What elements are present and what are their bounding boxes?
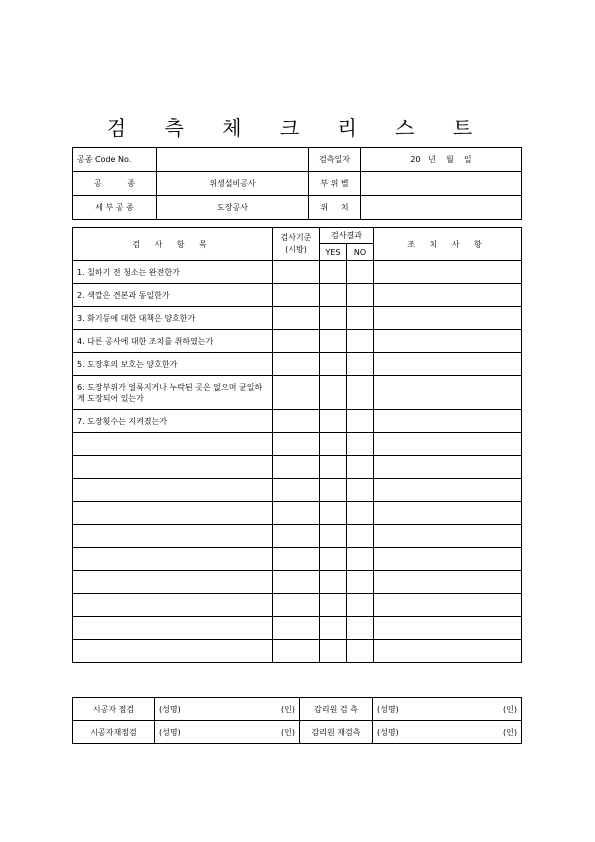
yes-cell[interactable] bbox=[320, 433, 347, 456]
yes-cell[interactable] bbox=[320, 376, 347, 410]
seal-label: (인) bbox=[281, 704, 295, 714]
table-row bbox=[73, 525, 522, 548]
col-yes-header: YES bbox=[320, 244, 347, 261]
signature-row-1 bbox=[73, 698, 522, 721]
action-cell[interactable] bbox=[374, 525, 522, 548]
action-cell[interactable] bbox=[374, 261, 522, 284]
no-cell[interactable] bbox=[347, 640, 374, 663]
type-label: 공 종 bbox=[73, 172, 157, 196]
standard-cell[interactable] bbox=[273, 307, 320, 330]
inspection-item-label: 7. 도장횟수는 지켜졌는가 bbox=[73, 410, 273, 433]
part-label: 부 위 별 bbox=[309, 172, 361, 196]
standard-cell[interactable] bbox=[273, 456, 320, 479]
inspection-item-label: 3. 화기등에 대한 대책은 양호한가 bbox=[73, 307, 273, 330]
table-head-row bbox=[73, 228, 522, 244]
seal-label: (인) bbox=[281, 727, 295, 737]
table-row bbox=[73, 433, 522, 456]
action-cell[interactable] bbox=[374, 330, 522, 353]
standard-cell[interactable] bbox=[273, 433, 320, 456]
inspection-item-label bbox=[73, 479, 273, 502]
yes-cell[interactable] bbox=[320, 594, 347, 617]
action-cell[interactable] bbox=[374, 640, 522, 663]
inspection-item-label: 2. 색깔은 견본과 동일한가 bbox=[73, 284, 273, 307]
table-row bbox=[73, 456, 522, 479]
standard-cell[interactable] bbox=[273, 410, 320, 433]
action-cell[interactable] bbox=[374, 307, 522, 330]
no-cell[interactable] bbox=[347, 307, 374, 330]
inspection-item-label bbox=[73, 433, 273, 456]
no-cell[interactable] bbox=[347, 330, 374, 353]
yes-cell[interactable] bbox=[320, 548, 347, 571]
table-row bbox=[73, 594, 522, 617]
action-cell[interactable] bbox=[374, 479, 522, 502]
yes-cell[interactable] bbox=[320, 353, 347, 376]
date-value[interactable]: 20 년 월 일 bbox=[361, 148, 522, 172]
no-cell[interactable] bbox=[347, 433, 374, 456]
supervisor-reinspection-sign[interactable] bbox=[373, 721, 522, 744]
header-row-detail bbox=[73, 196, 522, 220]
no-cell[interactable] bbox=[347, 594, 374, 617]
standard-cell[interactable] bbox=[273, 617, 320, 640]
sign-name-label: (성명) bbox=[159, 704, 181, 714]
header-row-code bbox=[73, 148, 522, 172]
yes-cell[interactable] bbox=[320, 571, 347, 594]
standard-cell[interactable] bbox=[273, 640, 320, 663]
no-cell[interactable] bbox=[347, 617, 374, 640]
contractor-inspection-label: 시공자 점검 bbox=[73, 698, 155, 721]
header-table bbox=[72, 147, 522, 220]
standard-cell[interactable] bbox=[273, 502, 320, 525]
signature-row-2 bbox=[73, 721, 522, 744]
yes-cell[interactable] bbox=[320, 479, 347, 502]
action-cell[interactable] bbox=[374, 376, 522, 410]
standard-cell[interactable] bbox=[273, 594, 320, 617]
action-cell[interactable] bbox=[374, 456, 522, 479]
yes-cell[interactable] bbox=[320, 525, 347, 548]
inspection-item-label bbox=[73, 525, 273, 548]
signature-table bbox=[72, 697, 522, 744]
col-no-header: NO bbox=[347, 244, 374, 261]
no-cell[interactable] bbox=[347, 353, 374, 376]
yes-cell[interactable] bbox=[320, 330, 347, 353]
inspection-item-label bbox=[73, 594, 273, 617]
detail-value[interactable]: 도장공사 bbox=[157, 196, 309, 220]
type-value[interactable]: 위생설비공사 bbox=[157, 172, 309, 196]
action-cell[interactable] bbox=[374, 284, 522, 307]
action-cell[interactable] bbox=[374, 353, 522, 376]
standard-cell[interactable] bbox=[273, 353, 320, 376]
standard-cell[interactable] bbox=[273, 284, 320, 307]
yes-cell[interactable] bbox=[320, 456, 347, 479]
action-cell[interactable] bbox=[374, 548, 522, 571]
no-cell[interactable] bbox=[347, 261, 374, 284]
header-row-type bbox=[73, 172, 522, 196]
sign-name-label: (성명) bbox=[377, 727, 399, 737]
standard-cell[interactable] bbox=[273, 479, 320, 502]
location-value[interactable] bbox=[361, 196, 522, 220]
action-cell[interactable] bbox=[374, 617, 522, 640]
sign-name-label: (성명) bbox=[377, 704, 399, 714]
no-cell[interactable] bbox=[347, 410, 374, 433]
contractor-reinspection-label: 시공자재점검 bbox=[73, 721, 155, 744]
date-label: 검측일자 bbox=[309, 148, 361, 172]
table-row bbox=[73, 330, 522, 353]
table-row bbox=[73, 571, 522, 594]
inspection-item-label bbox=[73, 548, 273, 571]
contractor-reinspection-sign[interactable] bbox=[155, 721, 300, 744]
inspection-item-label: 1. 칠하기 전 청소는 완전한가 bbox=[73, 261, 273, 284]
action-cell[interactable] bbox=[374, 410, 522, 433]
action-cell[interactable] bbox=[374, 594, 522, 617]
inspection-item-label bbox=[73, 502, 273, 525]
col-action-header: 조 치 사 항 bbox=[374, 228, 522, 261]
no-cell[interactable] bbox=[347, 571, 374, 594]
table-row bbox=[73, 307, 522, 330]
inspection-item-label bbox=[73, 640, 273, 663]
table-row bbox=[73, 617, 522, 640]
action-cell[interactable] bbox=[374, 502, 522, 525]
code-label: 공종 Code No. bbox=[73, 148, 157, 172]
inspection-item-label: 6. 도장부위가 얼룩지거나 누락된 곳은 없으며 균일하게 도장되어 있는가 bbox=[73, 376, 273, 410]
yes-cell[interactable] bbox=[320, 640, 347, 663]
table-row bbox=[73, 353, 522, 376]
table-row bbox=[73, 410, 522, 433]
inspection-item-label bbox=[73, 571, 273, 594]
sign-name-label: (성명) bbox=[159, 727, 181, 737]
supervisor-reinspection-label: 감리원 재검측 bbox=[300, 721, 373, 744]
no-cell[interactable] bbox=[347, 376, 374, 410]
col-standard-header bbox=[273, 228, 320, 261]
no-cell[interactable] bbox=[347, 502, 374, 525]
contractor-inspection-sign[interactable] bbox=[155, 698, 300, 721]
table-row bbox=[73, 479, 522, 502]
seal-label: (인) bbox=[503, 704, 517, 714]
no-cell[interactable] bbox=[347, 548, 374, 571]
col-item-header: 검 사 항 목 bbox=[73, 228, 273, 261]
table-row bbox=[73, 640, 522, 663]
part-value[interactable] bbox=[361, 172, 522, 196]
location-label: 위 치 bbox=[309, 196, 361, 220]
no-cell[interactable] bbox=[347, 479, 374, 502]
yes-cell[interactable] bbox=[320, 617, 347, 640]
no-cell[interactable] bbox=[347, 456, 374, 479]
standard-cell[interactable] bbox=[273, 376, 320, 410]
inspection-item-label: 5. 도장후의 보호는 양호한가 bbox=[73, 353, 273, 376]
standard-cell[interactable] bbox=[273, 525, 320, 548]
detail-label: 세 부 공 종 bbox=[73, 196, 157, 220]
no-cell[interactable] bbox=[347, 284, 374, 307]
col-standard-title: 검사기준 bbox=[280, 233, 312, 242]
page-title: 검 측 체 크 리 스 트 bbox=[106, 116, 489, 140]
inspection-table bbox=[72, 227, 522, 663]
action-cell[interactable] bbox=[374, 433, 522, 456]
yes-cell[interactable] bbox=[320, 502, 347, 525]
table-row bbox=[73, 548, 522, 571]
standard-cell[interactable] bbox=[273, 261, 320, 284]
code-value[interactable] bbox=[157, 148, 309, 172]
yes-cell[interactable] bbox=[320, 284, 347, 307]
standard-cell[interactable] bbox=[273, 571, 320, 594]
standard-cell[interactable] bbox=[273, 330, 320, 353]
table-row bbox=[73, 261, 522, 284]
inspection-rows bbox=[73, 261, 522, 663]
table-row bbox=[73, 376, 522, 410]
table-row bbox=[73, 284, 522, 307]
yes-cell[interactable] bbox=[320, 261, 347, 284]
col-standard-subtitle: (시방) bbox=[285, 245, 307, 254]
supervisor-inspection-sign[interactable] bbox=[373, 698, 522, 721]
yes-cell[interactable] bbox=[320, 410, 347, 433]
inspection-item-label bbox=[73, 617, 273, 640]
inspection-item-label: 4. 다른 공사에 대한 조치를 취하였는가 bbox=[73, 330, 273, 353]
yes-cell[interactable] bbox=[320, 307, 347, 330]
seal-label: (인) bbox=[503, 727, 517, 737]
inspection-item-label bbox=[73, 456, 273, 479]
standard-cell[interactable] bbox=[273, 548, 320, 571]
no-cell[interactable] bbox=[347, 525, 374, 548]
table-row bbox=[73, 502, 522, 525]
supervisor-inspection-label: 감리원 검 측 bbox=[300, 698, 373, 721]
action-cell[interactable] bbox=[374, 571, 522, 594]
col-result-header: 검사결과 bbox=[320, 228, 374, 244]
